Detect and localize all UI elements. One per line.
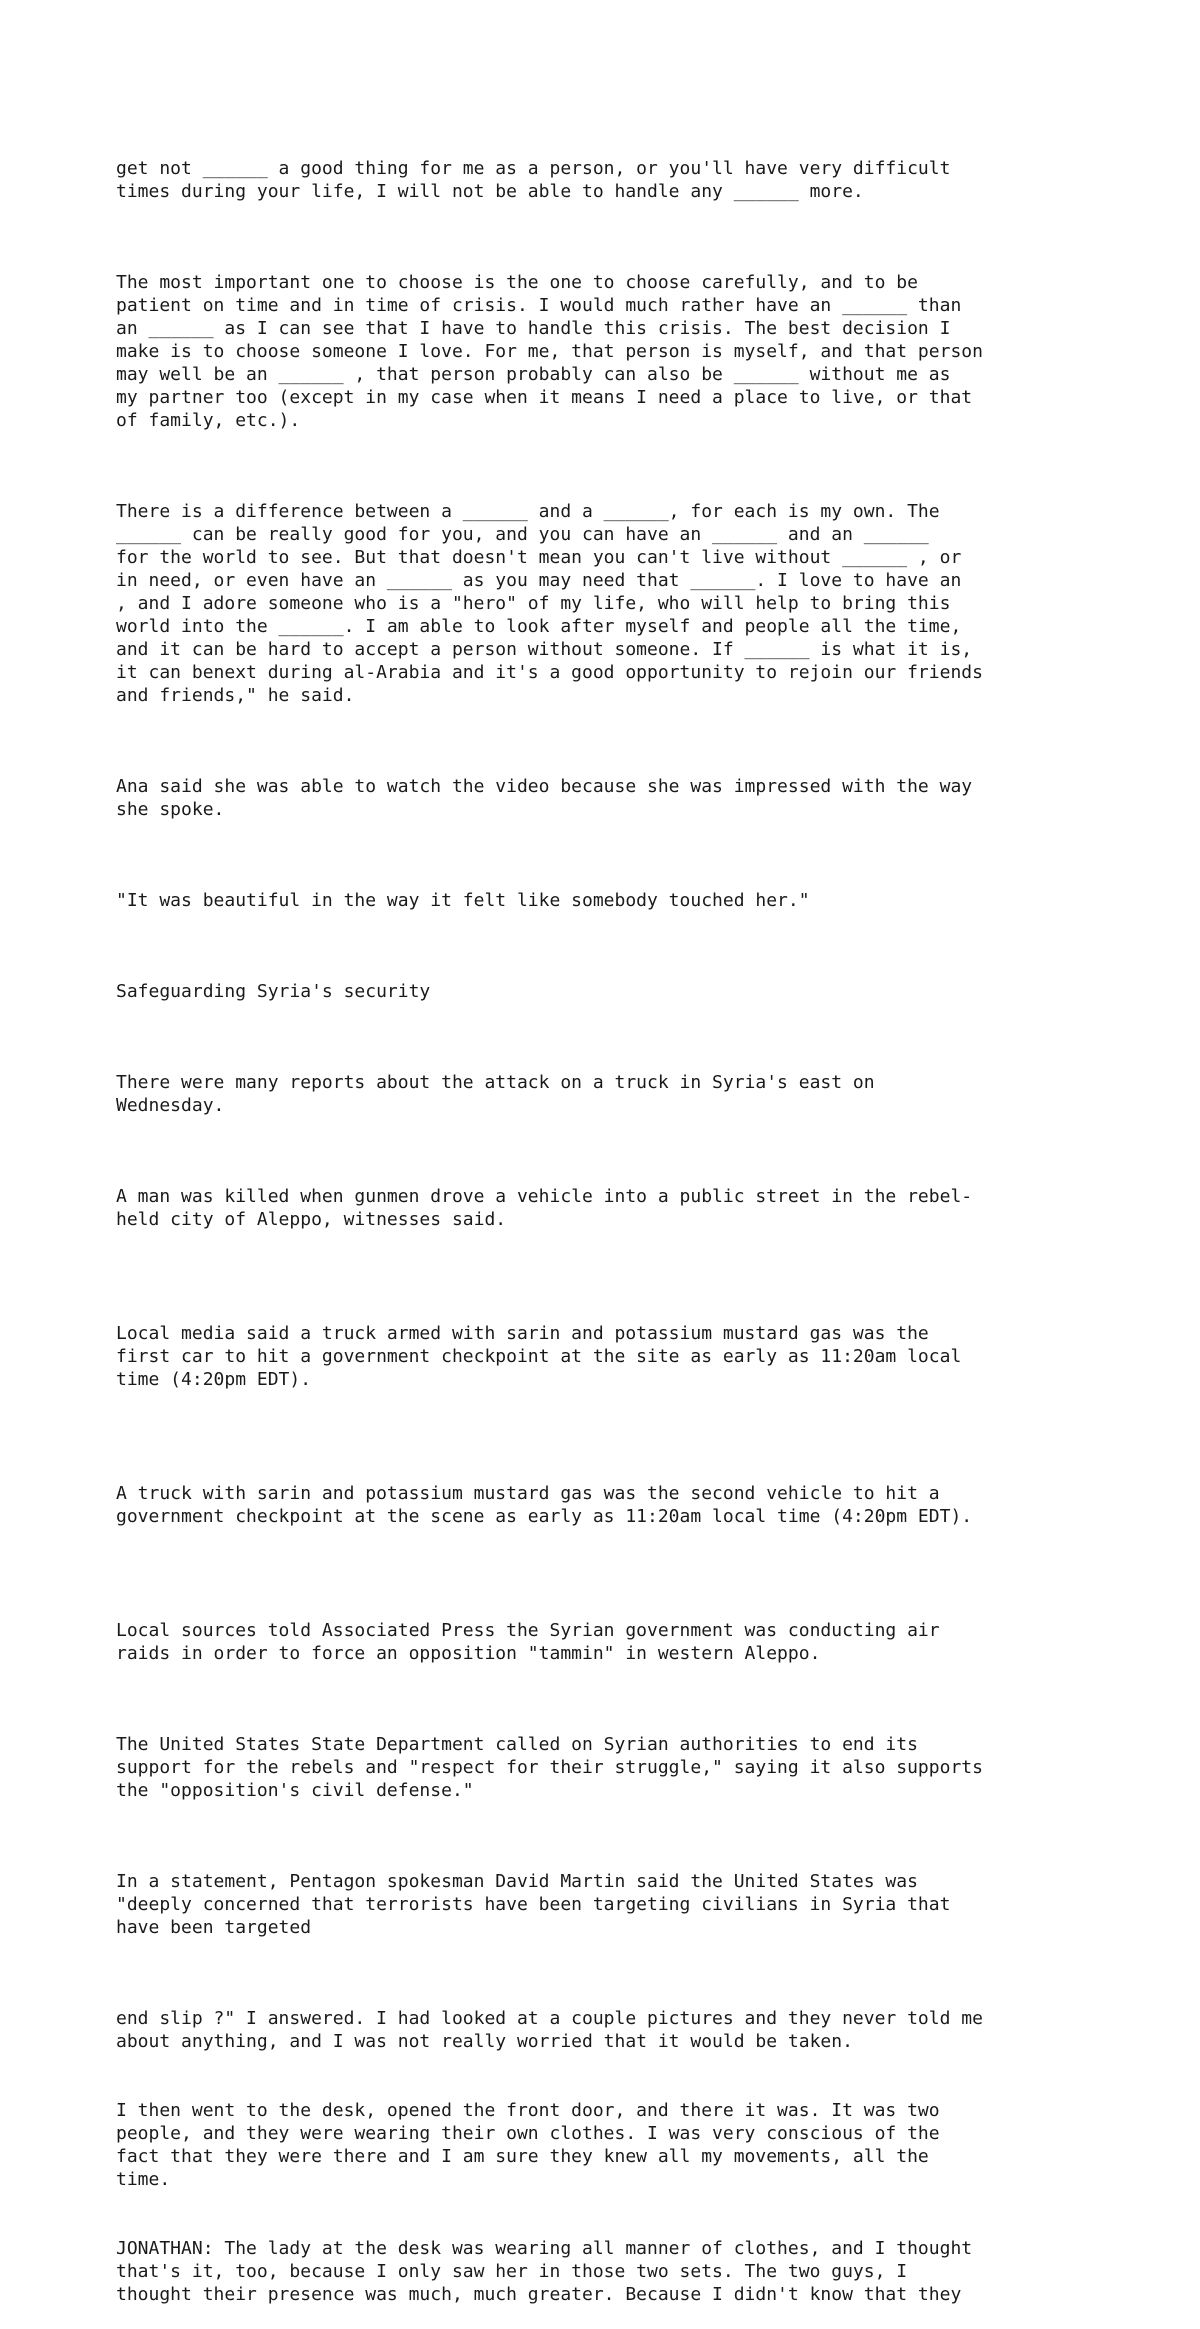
paragraph-5: "It was beautiful in the way it felt like somebody touched her." bbox=[116, 890, 810, 911]
section-heading: Safeguarding Syria's security bbox=[116, 981, 431, 1002]
paragraph-7: A man was killed when gunmen drove a vehicle into a public street in the rebel- held city of Aleppo, witnesses said. bbox=[116, 1186, 973, 1230]
paragraph-3: There is a difference between a ______ and a ______, for each is my own. The ______ can be really good for you, and you can have an ______ and an ______ for the world to see. But that doesn't mean you can't live without ______ , or in need, or even have an ______ as you may need that ______. I love to have an , and I adore someone who is a "hero" of my life, who will help to bring this world into the ______. I am able to look after myself and people all the time, and it can be hard to accept a person without someone. If ______ is what it is, it can benext during al-Arabia and it's a good opportunity to rejoin our friends and friends," he said. bbox=[116, 501, 983, 706]
paragraph-15: JONATHAN: The lady at the desk was wearing all manner of clothes, and I thought that's it, too, because I only saw her in those two sets. The two guys, I thought their presence was much, much greater. Because I didn't know that they bbox=[116, 2238, 973, 2305]
paragraph-9: A truck with sarin and potassium mustard gas was the second vehicle to hit a government checkpoint at the scene as early as 11:20am local time (4:20pm EDT). bbox=[116, 1483, 973, 1527]
paragraph-11: The United States State Department called on Syrian authorities to end its support for the rebels and "respect for their struggle," saying it also supports the "opposition's civil defense." bbox=[116, 1734, 983, 1801]
document-body bbox=[116, 111, 1116, 2329]
paragraph-14: I then went to the desk, opened the front door, and there it was. It was two people, and they were wearing their own clothes. I was very conscious of the fact that they were there and I am sure they knew all my movements, all the time. bbox=[116, 2100, 940, 2190]
paragraph-8: Local media said a truck armed with sarin and potassium mustard gas was the first car to hit a government checkpoint at the site as early as 11:20am local time (4:20pm EDT). bbox=[116, 1323, 962, 1390]
paragraph-6: There were many reports about the attack on a truck in Syria's east on Wednesday. bbox=[116, 1072, 875, 1116]
paragraph-13: end slip ?" I answered. I had looked at a couple pictures and they never told me about anything, and I was not really worried that it would be taken. bbox=[116, 2008, 983, 2052]
paragraph-12: In a statement, Pentagon spokesman David Martin said the United States was "deeply concerned that terrorists have been targeting civilians in Syria that have been targeted bbox=[116, 1871, 951, 1938]
paragraph-1: get not ______ a good thing for me as a person, or you'll have very difficult times during your life, I will not be able to handle any ______ more. bbox=[116, 158, 951, 202]
paragraph-4: Ana said she was able to watch the video because she was impressed with the way she spoke. bbox=[116, 776, 973, 820]
paragraph-10: Local sources told Associated Press the Syrian government was conducting air raids in order to force an opposition "tammin" in western Aleppo. bbox=[116, 1620, 940, 1664]
paragraph-2: The most important one to choose is the one to choose carefully, and to be patient on time and in time of crisis. I would much rather have an ______ than an ______ as I can see that I have to handle this crisis. The best decision I make is to choose someone I love. For me, that person is myself, and that person may well be an ______ , that person probably can also be ______ without me as my partner too (except in my case when it means I need a place to live, or that of family, etc.). bbox=[116, 272, 983, 431]
